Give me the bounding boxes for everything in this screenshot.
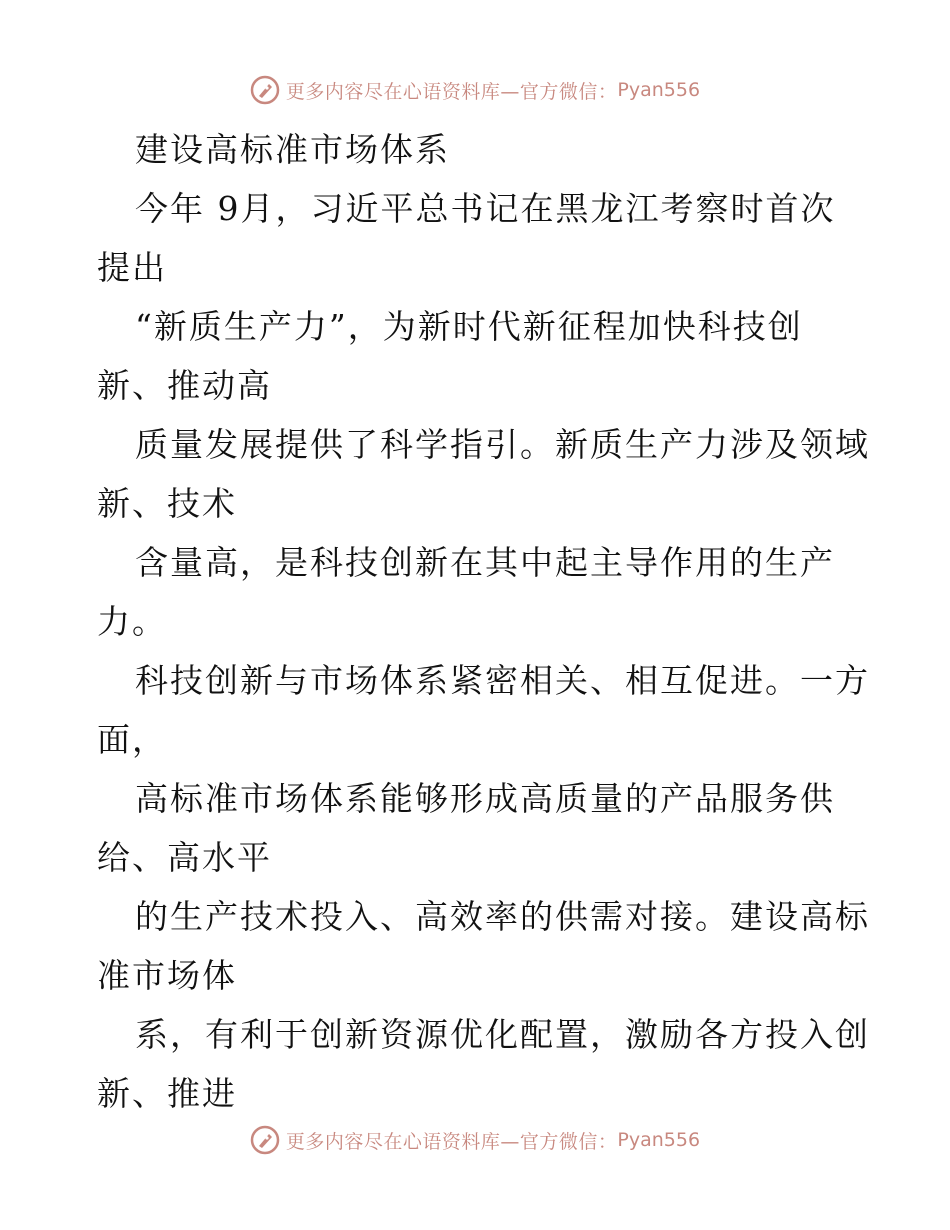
- text-line: 含量高，是科技创新在其中起主导作用的生产: [135, 543, 835, 582]
- text-line: “新质生产力”，为新时代新征程加快科技创: [135, 307, 803, 346]
- watermark-text: 更多内容尽在心语资料库—官方微信：: [285, 80, 618, 103]
- text-line: 准市场体: [97, 956, 237, 995]
- header-watermark: [0, 70, 950, 110]
- text-line: 新、技术: [97, 484, 237, 523]
- text-line: 力。: [97, 602, 167, 641]
- text-line: 给、高水平: [97, 838, 272, 877]
- text-line: 的生产技术投入、高效率的供需对接。建设高标: [135, 897, 870, 936]
- text-line: 面，: [97, 720, 167, 759]
- watermark-id: Pyan556: [617, 1129, 701, 1151]
- text-line: 今年 9月，习近平总书记在黑龙江考察时首次: [135, 189, 836, 228]
- text-line: 建设高标准市场体系: [135, 130, 450, 169]
- pen-nib-logo-icon: [250, 75, 280, 105]
- text-line: 提出: [97, 248, 167, 287]
- footer-watermark: [0, 1120, 950, 1160]
- pen-nib-logo-icon: [250, 1125, 280, 1155]
- text-line: 新、推动高: [97, 366, 272, 405]
- text-line: 科技创新与市场体系紧密相关、相互促进。一方: [135, 661, 870, 700]
- text-line: 质量发展提供了科学指引。新质生产力涉及领域: [135, 425, 870, 464]
- watermark-id: Pyan556: [617, 79, 701, 101]
- text-line: 系，有利于创新资源优化配置，激励各方投入创: [135, 1015, 870, 1054]
- text-line: 高标准市场体系能够形成高质量的产品服务供: [135, 779, 835, 818]
- watermark-text: 更多内容尽在心语资料库—官方微信：: [285, 1130, 618, 1153]
- text-line: 新、推进: [97, 1074, 237, 1113]
- document-body: [97, 120, 870, 1123]
